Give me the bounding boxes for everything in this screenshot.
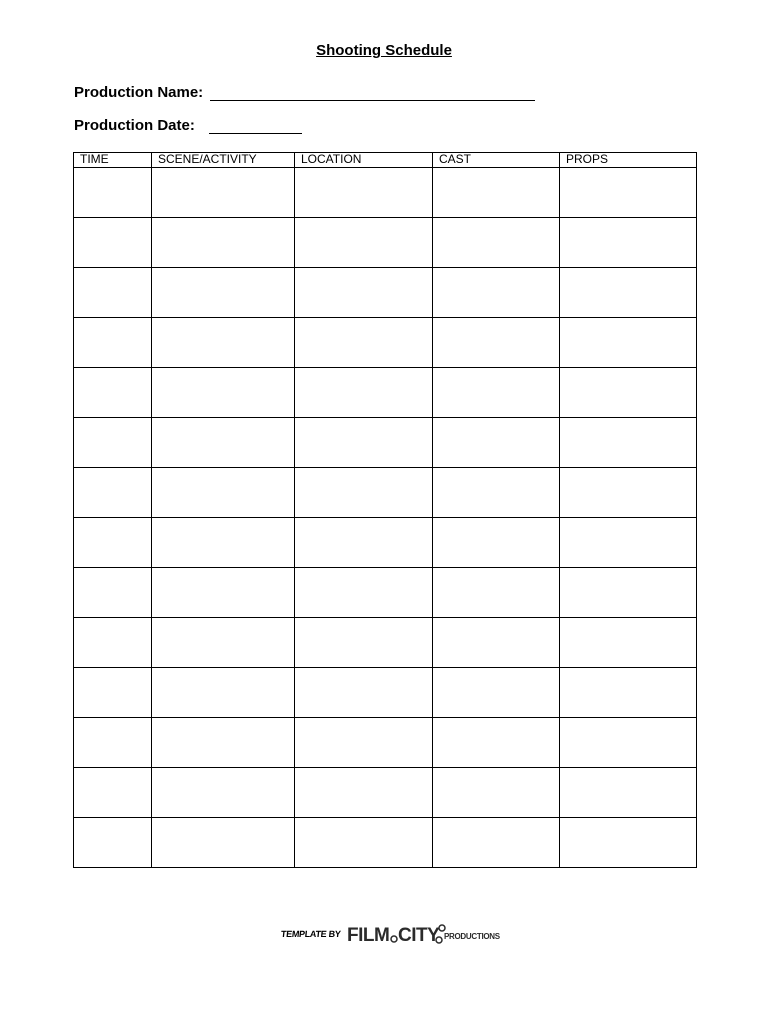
- table-row: [74, 818, 697, 868]
- table-cell-scene-activity[interactable]: [152, 418, 295, 468]
- table-cell-location[interactable]: [295, 468, 433, 518]
- table-cell-props[interactable]: [560, 318, 697, 368]
- table-row: [74, 318, 697, 368]
- film-city-productions-logo: [346, 922, 500, 946]
- table-cell-location[interactable]: [295, 718, 433, 768]
- table-cell-props[interactable]: [560, 418, 697, 468]
- table-cell-location[interactable]: [295, 368, 433, 418]
- table-cell-cast[interactable]: [433, 618, 560, 668]
- table-cell-location[interactable]: [295, 168, 433, 218]
- column-header-time: TIME: [74, 153, 152, 168]
- table-cell-cast[interactable]: [433, 718, 560, 768]
- table-cell-cast[interactable]: [433, 168, 560, 218]
- table-cell-scene-activity[interactable]: [152, 768, 295, 818]
- table-cell-props[interactable]: [560, 718, 697, 768]
- table-cell-cast[interactable]: [433, 318, 560, 368]
- table-cell-props[interactable]: [560, 768, 697, 818]
- table-cell-scene-activity[interactable]: [152, 668, 295, 718]
- column-header-location: LOCATION: [295, 153, 433, 168]
- table-cell-time[interactable]: [74, 768, 152, 818]
- table-cell-location[interactable]: [295, 568, 433, 618]
- table-cell-cast[interactable]: [433, 818, 560, 868]
- table-row: [74, 718, 697, 768]
- table-cell-props[interactable]: [560, 368, 697, 418]
- table-cell-cast[interactable]: [433, 368, 560, 418]
- table-cell-time[interactable]: [74, 668, 152, 718]
- table-cell-location[interactable]: [295, 418, 433, 468]
- production-name-field: [74, 84, 535, 101]
- table-cell-location[interactable]: [295, 218, 433, 268]
- table-cell-props[interactable]: [560, 468, 697, 518]
- table-header-row: [74, 153, 697, 168]
- table-cell-cast[interactable]: [433, 518, 560, 568]
- production-name-blank[interactable]: [210, 84, 535, 101]
- table-cell-time[interactable]: [74, 618, 152, 668]
- table-cell-scene-activity[interactable]: [152, 318, 295, 368]
- table-cell-scene-activity[interactable]: [152, 218, 295, 268]
- table-row: [74, 518, 697, 568]
- template-by-text: TEMPLATE BY: [280, 929, 342, 939]
- production-date-label: Production Date:: [74, 117, 195, 134]
- footer-logo: [0, 922, 768, 946]
- table-cell-location[interactable]: [295, 818, 433, 868]
- table-cell-time[interactable]: [74, 818, 152, 868]
- table-row: [74, 268, 697, 318]
- production-date-blank[interactable]: [209, 117, 302, 134]
- table-row: [74, 468, 697, 518]
- page-title: Shooting Schedule: [316, 42, 452, 59]
- production-date-field: [74, 117, 302, 134]
- table-cell-location[interactable]: [295, 268, 433, 318]
- table-cell-time[interactable]: [74, 468, 152, 518]
- table-cell-scene-activity[interactable]: [152, 368, 295, 418]
- table-cell-time[interactable]: [74, 268, 152, 318]
- table-cell-location[interactable]: [295, 318, 433, 368]
- table-cell-scene-activity[interactable]: [152, 468, 295, 518]
- table-cell-props[interactable]: [560, 668, 697, 718]
- table-cell-scene-activity[interactable]: [152, 618, 295, 668]
- table-cell-props[interactable]: [560, 218, 697, 268]
- table-cell-time[interactable]: [74, 368, 152, 418]
- table-cell-time[interactable]: [74, 568, 152, 618]
- table-cell-cast[interactable]: [433, 468, 560, 518]
- table-cell-time[interactable]: [74, 318, 152, 368]
- table-row: [74, 368, 697, 418]
- table-cell-scene-activity[interactable]: [152, 818, 295, 868]
- table-cell-props[interactable]: [560, 618, 697, 668]
- table-row: [74, 668, 697, 718]
- table-cell-props[interactable]: [560, 818, 697, 868]
- table-cell-scene-activity[interactable]: [152, 718, 295, 768]
- table-cell-time[interactable]: [74, 718, 152, 768]
- table-cell-cast[interactable]: [433, 768, 560, 818]
- svg-text:PRODUCTIONS: PRODUCTIONS: [443, 932, 500, 941]
- table-cell-props[interactable]: [560, 568, 697, 618]
- table-cell-props[interactable]: [560, 268, 697, 318]
- column-header-cast: CAST: [433, 153, 560, 168]
- table-cell-scene-activity[interactable]: [152, 568, 295, 618]
- shooting-schedule-table: [73, 152, 697, 868]
- svg-text:FILM: FILM: [346, 925, 390, 946]
- table-cell-cast[interactable]: [433, 268, 560, 318]
- table-cell-cast[interactable]: [433, 568, 560, 618]
- table-cell-location[interactable]: [295, 768, 433, 818]
- table-cell-scene-activity[interactable]: [152, 168, 295, 218]
- table-cell-time[interactable]: [74, 518, 152, 568]
- table-cell-cast[interactable]: [433, 418, 560, 468]
- table-cell-location[interactable]: [295, 518, 433, 568]
- table-cell-location[interactable]: [295, 668, 433, 718]
- table-row: [74, 618, 697, 668]
- table-cell-props[interactable]: [560, 168, 697, 218]
- table-cell-time[interactable]: [74, 168, 152, 218]
- table-cell-props[interactable]: [560, 518, 697, 568]
- table-row: [74, 568, 697, 618]
- table-cell-time[interactable]: [74, 418, 152, 468]
- column-header-props: PROPS: [560, 153, 697, 168]
- table-cell-time[interactable]: [74, 218, 152, 268]
- table-cell-location[interactable]: [295, 618, 433, 668]
- table-body: [74, 168, 697, 868]
- table-cell-cast[interactable]: [433, 668, 560, 718]
- column-header-scene-activity: SCENE/ACTIVITY: [152, 153, 295, 168]
- table-row: [74, 768, 697, 818]
- table-row: [74, 218, 697, 268]
- table-cell-cast[interactable]: [433, 218, 560, 268]
- svg-text:CITY: CITY: [397, 925, 440, 946]
- table-cell-scene-activity[interactable]: [152, 518, 295, 568]
- production-name-label: Production Name:: [74, 84, 204, 101]
- table-cell-scene-activity[interactable]: [152, 268, 295, 318]
- table-row: [74, 418, 697, 468]
- table-row: [74, 168, 697, 218]
